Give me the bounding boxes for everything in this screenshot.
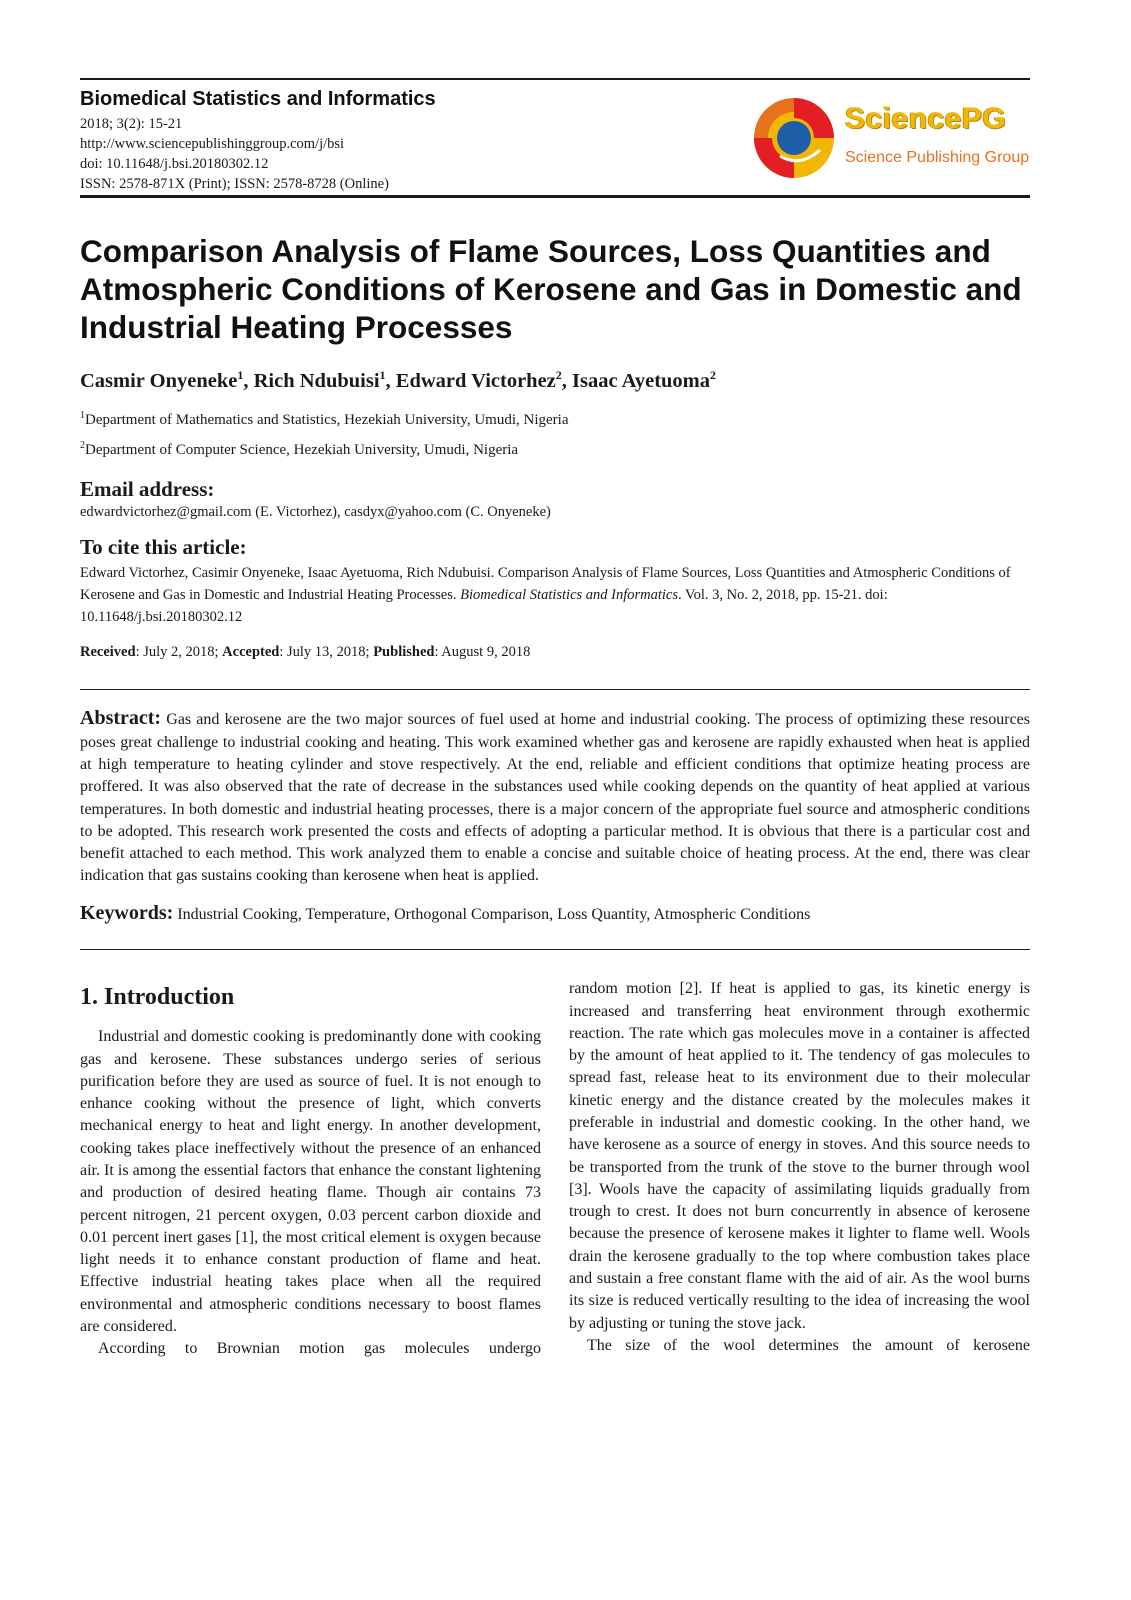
author-sup: 1 xyxy=(237,368,244,382)
sciencepg-emblem-icon xyxy=(750,94,838,182)
meta-issn: ISSN: 2578-871X (Print); ISSN: 2578-8728 (Online) xyxy=(80,176,389,192)
logo-title: SciencePG xyxy=(845,102,1007,135)
author-sup: 1 xyxy=(379,368,386,382)
keywords-text: Industrial Cooking, Temperature, Orthogonal Comparison, Loss Quantity, Atmospheric Conditions xyxy=(177,905,811,923)
paper-page xyxy=(80,78,1030,1390)
header-rule xyxy=(80,195,1030,198)
accepted-date: : July 13, 2018; xyxy=(279,643,374,660)
email-heading: Email address: xyxy=(80,476,215,501)
meta-volume: 2018; 3(2): 15-21 xyxy=(80,116,183,132)
journal-name: Biomedical Statistics and Informatics xyxy=(80,88,436,110)
meta-url[interactable]: http://www.sciencepublishinggroup.com/j/bsi xyxy=(80,136,345,152)
affiliation-sup: 2 xyxy=(80,439,85,451)
paragraph: Industrial and domestic cooking is predominantly done with cooking gas and kerosene. These substances undergo series of serious purification before they are used as source of fuel. It is not enough to enhance cooking without the presence of light, which converts mechanical energy to heat and light energy. In another development, cooking takes place ineffectively without the presence of an enhanced air. It is among the essential factors that enhance the constant lightening and production of desired heating flame. Though air contains 73 percent nitrogen, 21 percent oxygen, 0.03 percent carbon dioxide and 0.01 percent inert gases [1], the most critical element is oxygen because light needs it to enhance constant production of flame and heat. Effective industrial heating takes place when all the required environmental and atmospheric conditions necessary to boost flames are considered. xyxy=(80,1028,541,1336)
sciencepg-logo xyxy=(750,94,1030,184)
author-sup: 2 xyxy=(555,368,562,382)
section-heading-introduction: 1. Introduction xyxy=(80,984,235,1011)
affiliation-sup: 1 xyxy=(80,409,85,421)
affiliation-item xyxy=(80,403,1030,433)
published-label: Published xyxy=(373,643,435,660)
author-name: Rich Ndubuisi xyxy=(253,369,380,392)
received-date: : July 2, 2018; xyxy=(135,643,223,660)
paragraph: The size of the wool determines the amount of kerosene xyxy=(587,1336,1030,1354)
affiliation-item xyxy=(80,433,1030,463)
affiliation-text: Department of Computer Science, Hezekiah University, Umudi, Nigeria xyxy=(85,441,519,458)
publication-dates xyxy=(80,644,1030,661)
keywords-label: Keywords: xyxy=(80,901,174,924)
abstract-label: Abstract: xyxy=(80,707,162,730)
abstract xyxy=(80,707,1030,887)
author-name: Edward Victorhez xyxy=(395,369,556,392)
journal-meta xyxy=(80,114,389,194)
author-sep: , xyxy=(243,369,254,392)
abstract-text: Gas and kerosene are the two major sources of fuel used at home and industrial cooking. The process of optimizing these resources poses great challenge to industrial cooking and heating. This work examined whether gas and kerosene are rapidly exhausted when heat is applied at high temperature to heating cylinder and stove respectively. At the end, reliable and efficient conditions that optimize heating process are proffered. It was also observed that the rate of decrease in the substances used while cooking depends on the quantity of heat applied at various temperatures. In both domestic and industrial heating processes, there is a major concern of the appropriate fuel source and atmospheric conditions to be adopted. This research work presented the costs and effects of adopting a particular method. It is obvious that there is a particular cost and benefit attached to each method. This work analyzed them to enable a concise and suitable choice of heating process. At the end, there was clear indication that gas sustains cooking than kerosene when heat is applied. xyxy=(80,711,1031,885)
body-columns xyxy=(80,950,1030,1390)
author-name: Isaac Ayetuoma xyxy=(572,369,711,392)
masthead xyxy=(80,80,1030,195)
right-column xyxy=(569,978,1030,1357)
paragraph: random motion [2]. If heat is applied to gas, its kinetic energy is increased and transferring heat environment through exothermic reaction. The rate which gas molecules move in a container is affected by the amount of heat applied to it. The tendency of gas molecules to spread fast, release heat to its environment due to their molecular kinetic energy and the distance created by the molecules makes it preferable in industrial and domestic cooking. In the other hand, we have kerosene as a source of energy in stoves. And this source needs to be transported from the trunk of the stove to the burner through wool [3]. Wools have the capacity of assimilating liquids gradually from trough to crest. It does not burn concurrently in absence of kerosene because the presence of kerosene makes it lighter to flame well. Wools drain the kerosene gradually to the top where combustion takes place and sustain a free constant flame with the aid of air. As the wool burns its size is reduced vertically resulting to the idea of increasing the wool by adjusting or tuning the stove jack. xyxy=(569,980,1030,1332)
meta-doi: doi: 10.11648/j.bsi.20180302.12 xyxy=(80,156,269,172)
citation-journal: Biomedical Statistics and Informatics xyxy=(460,586,679,603)
abstract-rule-top xyxy=(80,689,1030,691)
cite-heading: To cite this article: xyxy=(80,534,247,559)
left-column xyxy=(80,1026,541,1360)
author-sep: , xyxy=(385,369,396,392)
keywords xyxy=(80,902,1030,925)
author-list xyxy=(80,368,1030,393)
email-addresses[interactable]: edwardvictorhez@gmail.com (E. Victorhez), casdyx@yahoo.com (C. Onyeneke) xyxy=(80,503,551,520)
author-sep: , xyxy=(561,369,573,392)
published-date: : August 9, 2018 xyxy=(434,643,531,660)
article-title: Comparison Analysis of Flame Sources, Loss Quantities and Atmospheric Conditions of Kerosene and Gas in Domestic and Industrial Heating Processes xyxy=(80,233,1022,345)
citation-text: Edward Victorhez, Casimir Onyeneke, Isaac Ayetuoma, Rich Ndubuisi. Comparison Analysis of Flame Sources, Loss Quantities and Atmospheric Conditions of Kerosene and Gas in Domestic and Industrial Heating Processes. xyxy=(80,564,1011,603)
logo-subtitle: Science Publishing Group xyxy=(845,149,1030,166)
author-sup: 2 xyxy=(710,368,717,382)
author-name: Casmir Onyeneke xyxy=(80,369,238,392)
accepted-label: Accepted xyxy=(222,643,280,660)
affiliations xyxy=(80,403,1030,463)
affiliation-text: Department of Mathematics and Statistics, Hezekiah University, Umudi, Nigeria xyxy=(85,411,569,428)
paragraph: According to Brownian motion gas molecules undergo xyxy=(98,1340,541,1358)
citation xyxy=(80,562,1030,628)
citation-volume: . Vol. 3, No. 2, 2018, pp. 15-21. doi: 10.11648/j.bsi.20180302.12 xyxy=(80,586,888,625)
received-label: Received xyxy=(80,643,136,660)
